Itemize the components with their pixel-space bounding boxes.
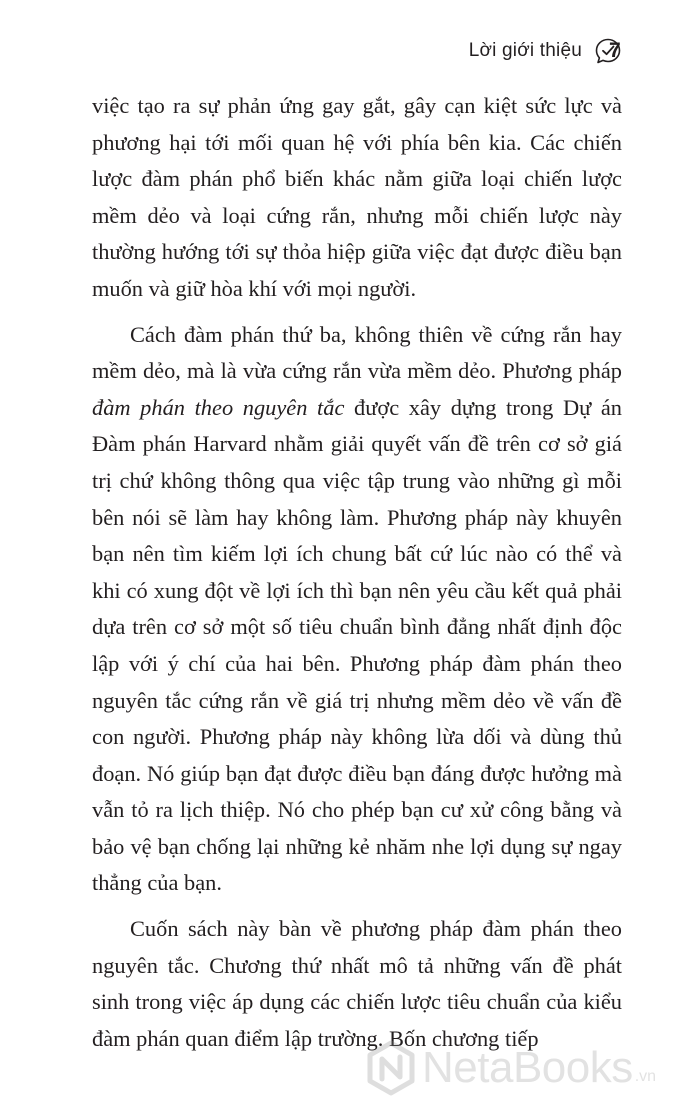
paragraph-text: việc tạo ra sự phản ứng gay gắt, gây cạn kiệt sức lực và phương hại tới mối quan hệ với phía bên kia. Các chiến lược đàm phán phổ biến khác nằm giữa loại chiến lược mềm dẻo và loại cứng rắn, nhưng mỗi chiến lược này thường hướng tới sự thỏa hiệp giữa việc đạt được điều bạn muốn và giữ hòa khí với mọi người. — [92, 93, 622, 301]
watermark-brand: NetaBooks — [422, 1043, 633, 1092]
watermark-suffix: .vn — [634, 1068, 657, 1085]
running-head — [469, 36, 622, 66]
paragraph-text: được xây dựng trong Dự án Đàm phán Harvard nhằm giải quyết vấn đề trên cơ sở giá trị chứ không thông qua việc tập trung vào những gì mỗi bên nói sẽ làm hay không làm. Phương pháp này khuyên bạn nên tìm kiếm lợi ích chung bất cứ lúc nào có thể và khi có xung đột về lợi ích thì bạn nên yêu cầu kết quả phải dựa trên cơ sở một số tiêu chuẩn bình đẳng nhất định độc lập với ý chí của hai bên. Phương pháp đàm phán theo nguyên tắc cứng rắn về giá trị nhưng mềm dẻo về vấn đề con người. Phương pháp này không lừa dối và dùng thủ đoạn. Nó giúp bạn đạt được điều bạn đáng được hưởng mà vẫn tỏ ra lịch thiệp. Nó cho phép bạn cư xử công bằng và bảo vệ bạn chống lại những kẻ nhăm nhe lợi dụng sự ngay thẳng của bạn. — [92, 394, 623, 896]
body-text — [92, 88, 622, 1057]
page-number: 7 — [609, 39, 621, 62]
emphasized-term: đàm phán theo nguyên tắc — [92, 394, 345, 420]
paragraph — [92, 911, 622, 1057]
paragraph-text: Cách đàm phán thứ ba, không thiên về cứng rắn hay mềm dẻo, mà là vừa cứng rắn vừa mềm dẻo. Phương pháp — [92, 321, 622, 384]
running-title: Lời giới thiệu — [468, 40, 582, 61]
paragraph — [92, 317, 622, 903]
watermark — [366, 1040, 656, 1096]
paragraph — [92, 88, 622, 308]
paragraph-text: Cuốn sách này bàn về phương pháp đàm phán theo nguyên tắc. Chương thứ nhất mô tả những vấn đề phát sinh trong việc áp dụng các chiến lược tiêu chuẩn của kiểu đàm phán quan điểm lập trường. Bốn chương tiếp — [92, 916, 622, 1051]
netabooks-logo-icon — [366, 1040, 416, 1096]
